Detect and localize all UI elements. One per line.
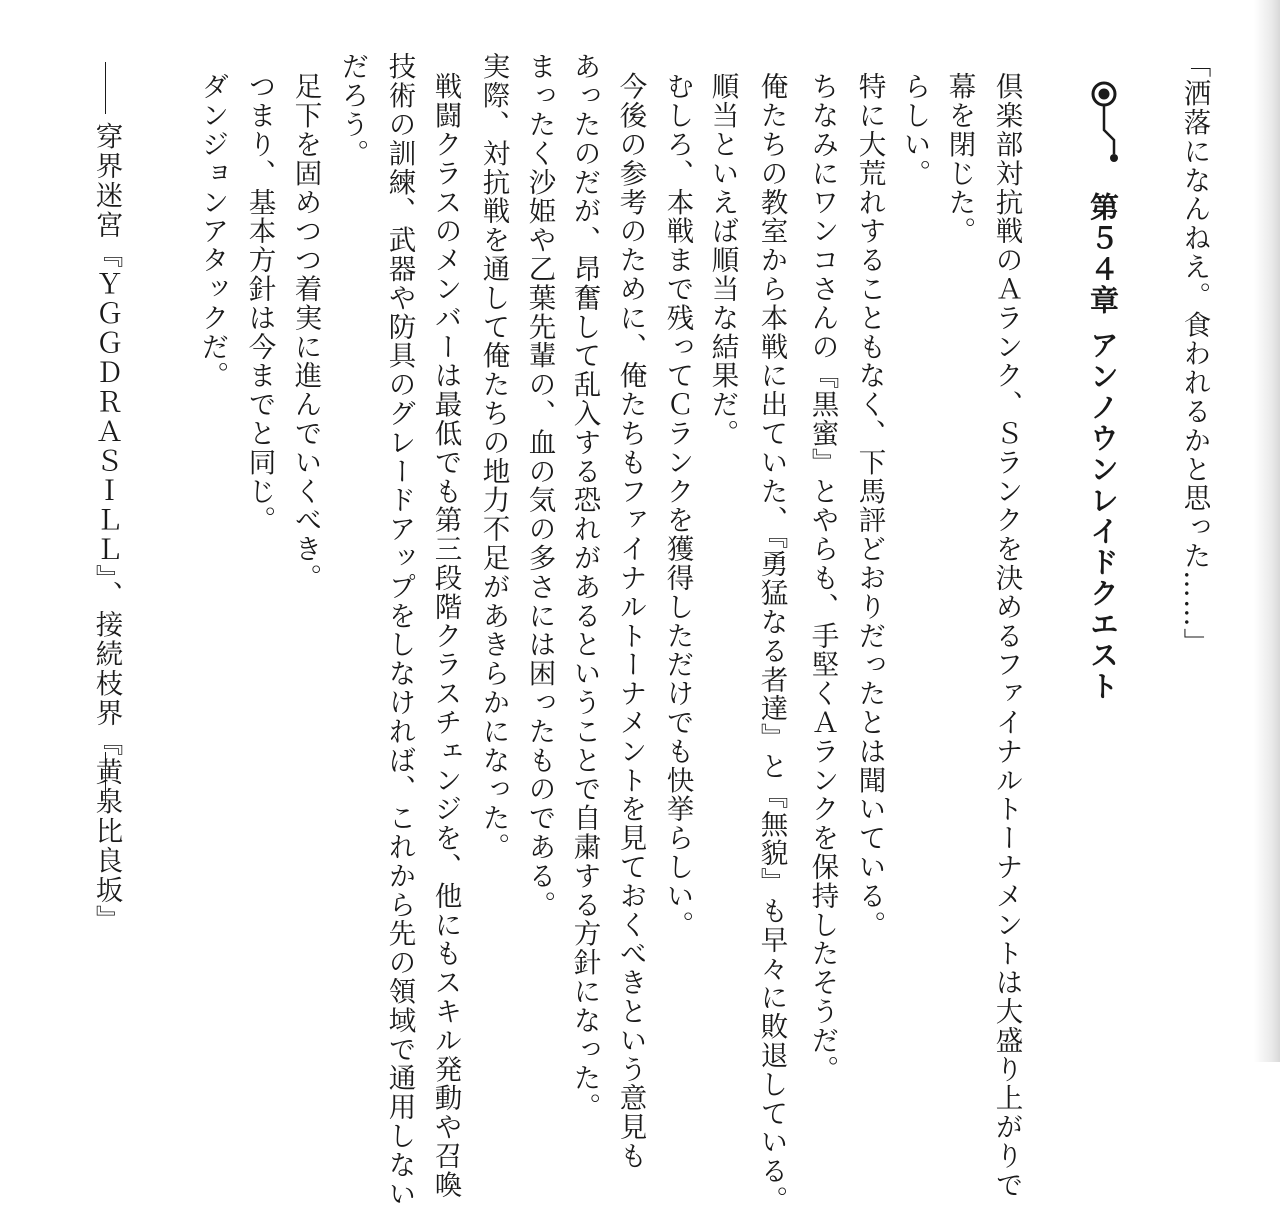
body-line-3: らしい。: [898, 72, 931, 188]
body-line-7: 順当といえば順当な結果だ。: [706, 72, 739, 448]
leading-dash: [105, 62, 106, 114]
body-line-16: 足下を固めつつ着実に進んでいくべき。: [289, 72, 322, 593]
location-line: 穿界迷宮『ＹＧＧＤＲＡＳＩＬＬ』、接続枝界『黄泉比良坂』: [90, 122, 123, 935]
body-line-12: 実際、対抗戦を通して俺たちの地力不足があきらかになった。: [477, 52, 510, 862]
body-line-9: 今後の参考のために、俺たちもファイナルトーナメントを見ておくべきという意見も: [614, 72, 647, 1171]
body-line-18: ダンジョンアタックだ。: [196, 72, 229, 390]
body-line-10: あったのだが、昂奮して乱入する恐れがあるということで自粛する方針になった。: [568, 52, 601, 1122]
body-line-2: 幕を閉じた。: [943, 72, 976, 246]
body-line-1: 倶楽部対抗戦のＡランク、Ｓランクを決めるファイナルトーナメントは大盛り上がりで: [990, 72, 1023, 1200]
body-line-15: だろう。: [336, 52, 369, 168]
body-line-13: 戦闘クラスのメンバーは最低でも第三段階クラスチェンジを、他にもスキル発動や召喚: [429, 72, 462, 1200]
chapter-number: 第５４章: [1086, 192, 1120, 316]
trailing-dash: [105, 752, 106, 802]
body-line-17: つまり、基本方針は今までと同じ。: [243, 72, 276, 535]
body-line-8: むしろ、本戦まで残ってＣランクを獲得しただけでも快挙らしい。: [661, 72, 694, 939]
opening-dialogue: 「洒落になんねえ。食われるかと思った……」: [1178, 50, 1211, 657]
body-line-6: 俺たちの教室から本戦に出ていた、『勇猛なる者達』と『無貌』も早々に敗退している。: [755, 72, 788, 1214]
body-line-14: 技術の訓練、武器や防具のグレードアップをしなければ、これから先の領域で通用しない: [383, 52, 416, 1208]
body-line-5: ちなみにワンコさんの『黒蜜』とやらも、手堅くＡランクを保持したそうだ。: [806, 72, 839, 1084]
circuit-node-icon: [1086, 78, 1126, 168]
body-line-4: 特に大荒れすることもなく、下馬評どおりだったとは聞いている。: [853, 72, 886, 939]
page-edge: [1254, 0, 1280, 1062]
chapter-title: アンノウンレイドクエスト: [1086, 330, 1120, 702]
body-line-11: まったく沙姫や乙葉先輩の、血の気の多さには困ったものである。: [523, 52, 556, 919]
